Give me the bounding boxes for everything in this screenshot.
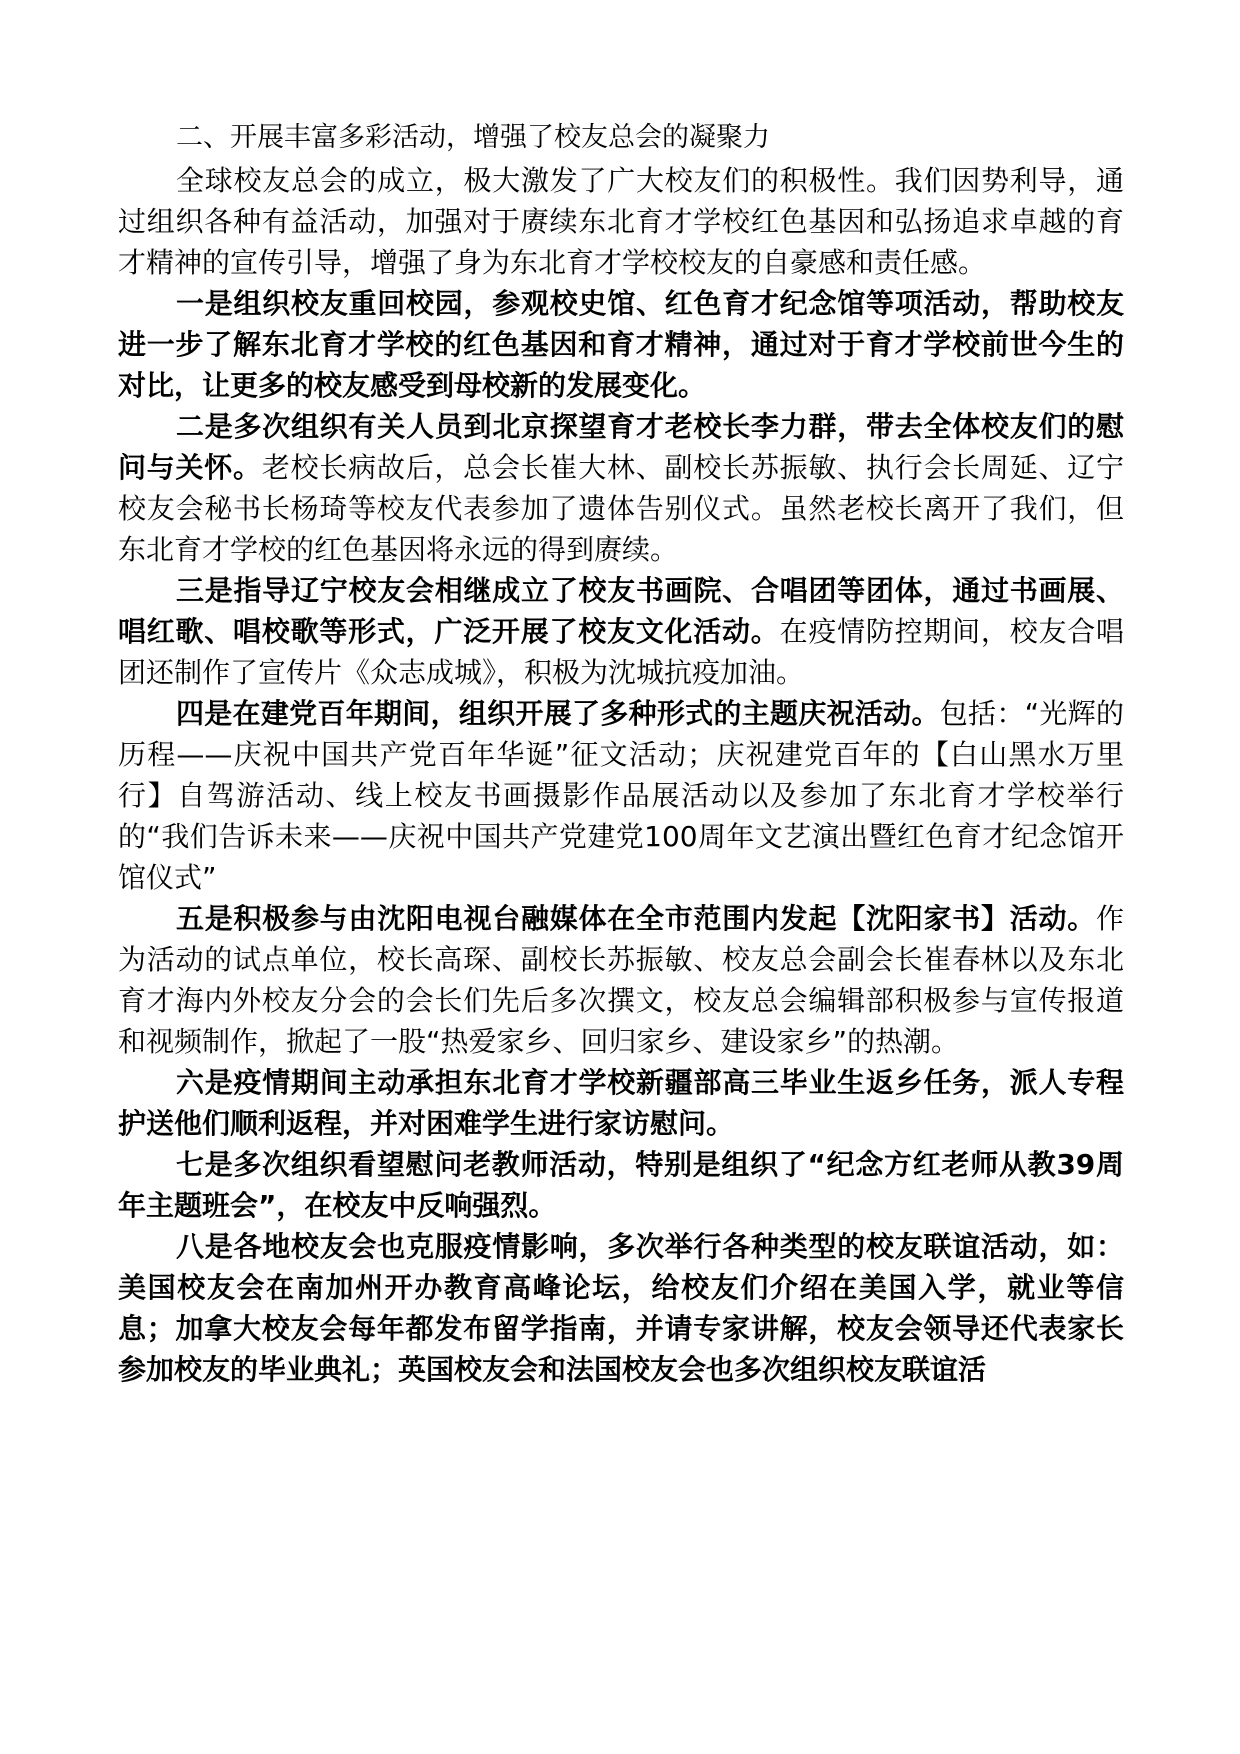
item-body: 包括：“光辉的历程——庆祝中国共产党百年华诞”征文活动；庆祝建党百年的【白山黑水万里行】自驾游活动、线上校友书画摄影作品展活动以及参加了东北育才学校举行的“我们告诉未来——庆祝中国共产党建党100周年文艺演出暨红色育才纪念馆开馆仪式” (118, 697, 1124, 894)
item-bold-lead: 四是在建党百年期间，组织开展了多种形式的主题庆祝活动。 (176, 697, 940, 730)
item-paragraph-5 (118, 898, 1124, 1062)
item-paragraph-6 (118, 1062, 1124, 1144)
item-bold-lead: 五是积极参与由沈阳电视台融媒体在全市范围内发起【沈阳家书】活动。 (176, 902, 1096, 935)
item-body: 在疫情防控期间，校友合唱团还制作了宣传片《众志成城》，积极为沈城抗疫加油。 (118, 615, 1124, 689)
item-paragraph-2 (118, 406, 1124, 570)
item-bold-lead: 一是组织校友重回校园，参观校史馆、红色育才纪念馆等项活动，帮助校友进一步了解东北育才学校的红色基因和育才精神，通过对于育才学校前世今生的对比，让更多的校友感受到母校新的发展变化。 (118, 287, 1124, 402)
item-body: 作为活动的试点单位，校长高琛、副校长苏振敏、校友总会副会长崔春林以及东北育才海内外校友分会的会长们先后多次撰文，校友总会编辑部积极参与宣传报道和视频制作，掀起了一股“热爱家乡、回归家乡、建设家乡”的热潮。 (118, 902, 1124, 1058)
item-paragraph-7 (118, 1144, 1124, 1226)
item-bold-lead: 二是多次组织有关人员到北京探望育才老校长李力群，带去全体校友们的慰问与关怀。 (118, 410, 1124, 484)
intro-paragraph: 全球校友总会的成立，极大激发了广大校友们的积极性。我们因势利导，通过组织各种有益活动，加强对于赓续东北育才学校红色基因和弘扬追求卓越的育才精神的宣传引导，增强了身为东北育才学校校友的自豪感和责任感。 (118, 164, 1124, 279)
document-page (118, 118, 1124, 1390)
section-heading: 二、开展丰富多彩活动，增强了校友总会的凝聚力 (176, 122, 770, 153)
item-bold-lead: 三是指导辽宁校友会相继成立了校友书画院、合唱团等团体，通过书画展、唱红歌、唱校歌等形式，广泛开展了校友文化活动。 (118, 574, 1124, 648)
item-paragraph-4 (118, 693, 1124, 898)
item-paragraph-3 (118, 570, 1124, 693)
item-bold-lead: 八是各地校友会也克服疫情影响，多次举行各种类型的校友联谊活动，如：美国校友会在南加州开办教育高峰论坛，给校友们介绍在美国入学，就业等信息；加拿大校友会每年都发布留学指南，并请专家讲解，校友会领导还代表家长参加校友的毕业典礼；英国校友会和法国校友会也多次组织校友联谊活 (118, 1230, 1124, 1386)
item-bold-lead: 六是疫情期间主动承担东北育才学校新疆部高三毕业生返乡任务，派人专程护送他们顺利返程，并对困难学生进行家访慰问。 (118, 1066, 1124, 1140)
item-bold-lead: 七是多次组织看望慰问老教师活动，特别是组织了“纪念方红老师从教39周年主题班会”，在校友中反响强烈。 (118, 1148, 1124, 1222)
item-paragraph-1 (118, 283, 1124, 406)
item-paragraph-8 (118, 1226, 1124, 1390)
item-body: 老校长病故后，总会长崔大林、副校长苏振敏、执行会长周延、辽宁校友会秘书长杨琦等校友代表参加了遗体告别仪式。虽然老校长离开了我们，但东北育才学校的红色基因将永远的得到赓续。 (118, 451, 1124, 566)
